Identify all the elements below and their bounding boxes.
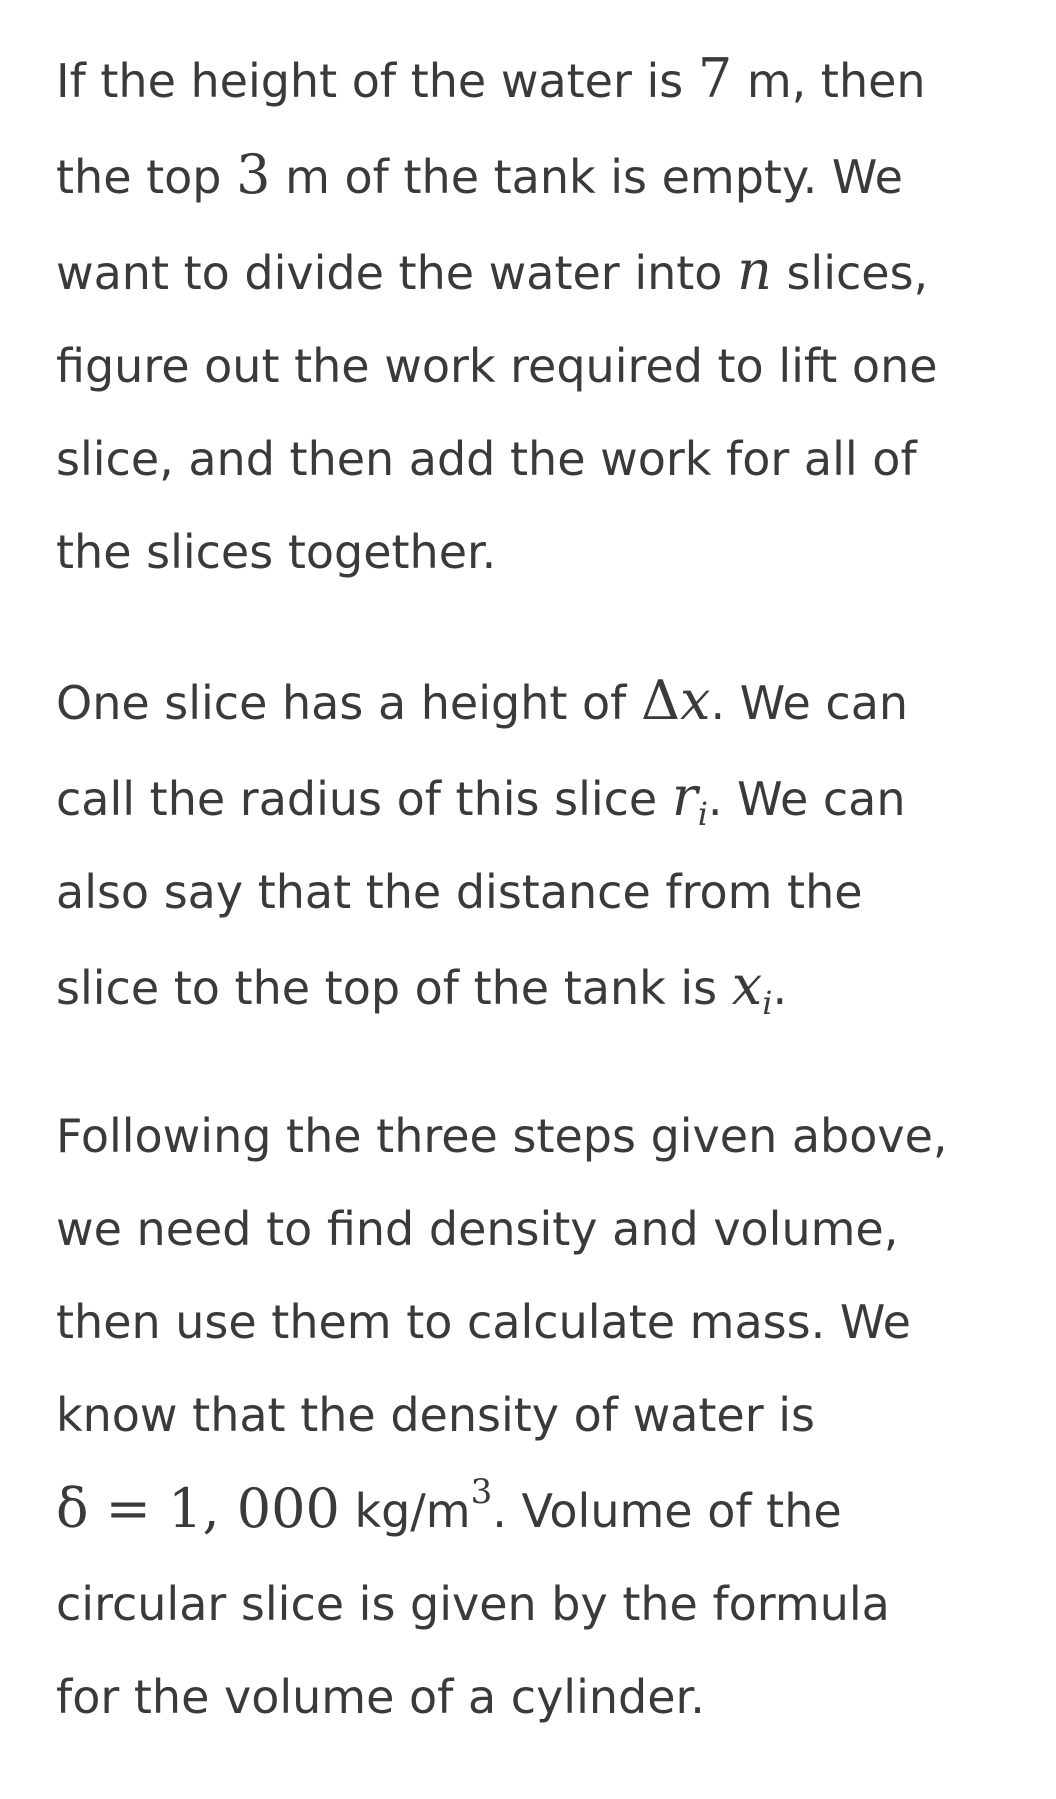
text: . We can xyxy=(707,772,906,826)
text: call the radius of this slice xyxy=(56,772,672,826)
math-delta: Δ xyxy=(640,669,680,732)
text: slices, xyxy=(771,246,929,300)
text: also say that the distance from the xyxy=(56,865,863,919)
text: want to divide the water into xyxy=(56,246,738,300)
math-superscript-3: 3 xyxy=(470,1472,493,1512)
math-subscript-i: i xyxy=(697,795,708,833)
text: One slice has a height of xyxy=(56,676,641,730)
text: slice, and then add the work for all of xyxy=(56,432,917,486)
math-r: r xyxy=(671,765,698,828)
math-seven: 7 xyxy=(697,47,733,110)
text: If the height of the water is xyxy=(56,54,698,108)
text: for the volume of a cylinder. xyxy=(56,1670,705,1724)
text: . xyxy=(772,961,788,1015)
text: kg/m xyxy=(339,1484,471,1538)
math-three: 3 xyxy=(236,143,271,206)
math-x: x xyxy=(679,669,711,732)
article-body xyxy=(56,32,1016,1799)
paragraph-slice-definition xyxy=(56,654,1016,1035)
text: figure out the work required to lift one xyxy=(56,339,938,393)
math-n: n xyxy=(737,239,772,302)
math-density: δ = 1, 000 xyxy=(56,1477,340,1540)
text: Following the three steps given above, xyxy=(56,1109,948,1163)
text: m of the tank is empty. We xyxy=(270,150,903,204)
text: we need to find density and volume, xyxy=(56,1202,899,1256)
paragraph-water-height xyxy=(56,32,1016,599)
text: then use them to calculate mass. We xyxy=(56,1295,911,1349)
text: m, then xyxy=(732,54,926,108)
text: . Volume of the xyxy=(492,1484,842,1538)
text: circular slice is given by the formula xyxy=(56,1577,890,1631)
text: the top xyxy=(56,150,237,204)
paragraph-density-volume xyxy=(56,1090,1016,1744)
text: the slices together. xyxy=(56,525,497,579)
text: know that the density of water is xyxy=(56,1388,815,1442)
math-x: x xyxy=(731,954,763,1017)
math-subscript-i: i xyxy=(762,984,773,1022)
text: . We can xyxy=(710,676,909,730)
text: slice to the top of the tank is xyxy=(56,961,732,1015)
